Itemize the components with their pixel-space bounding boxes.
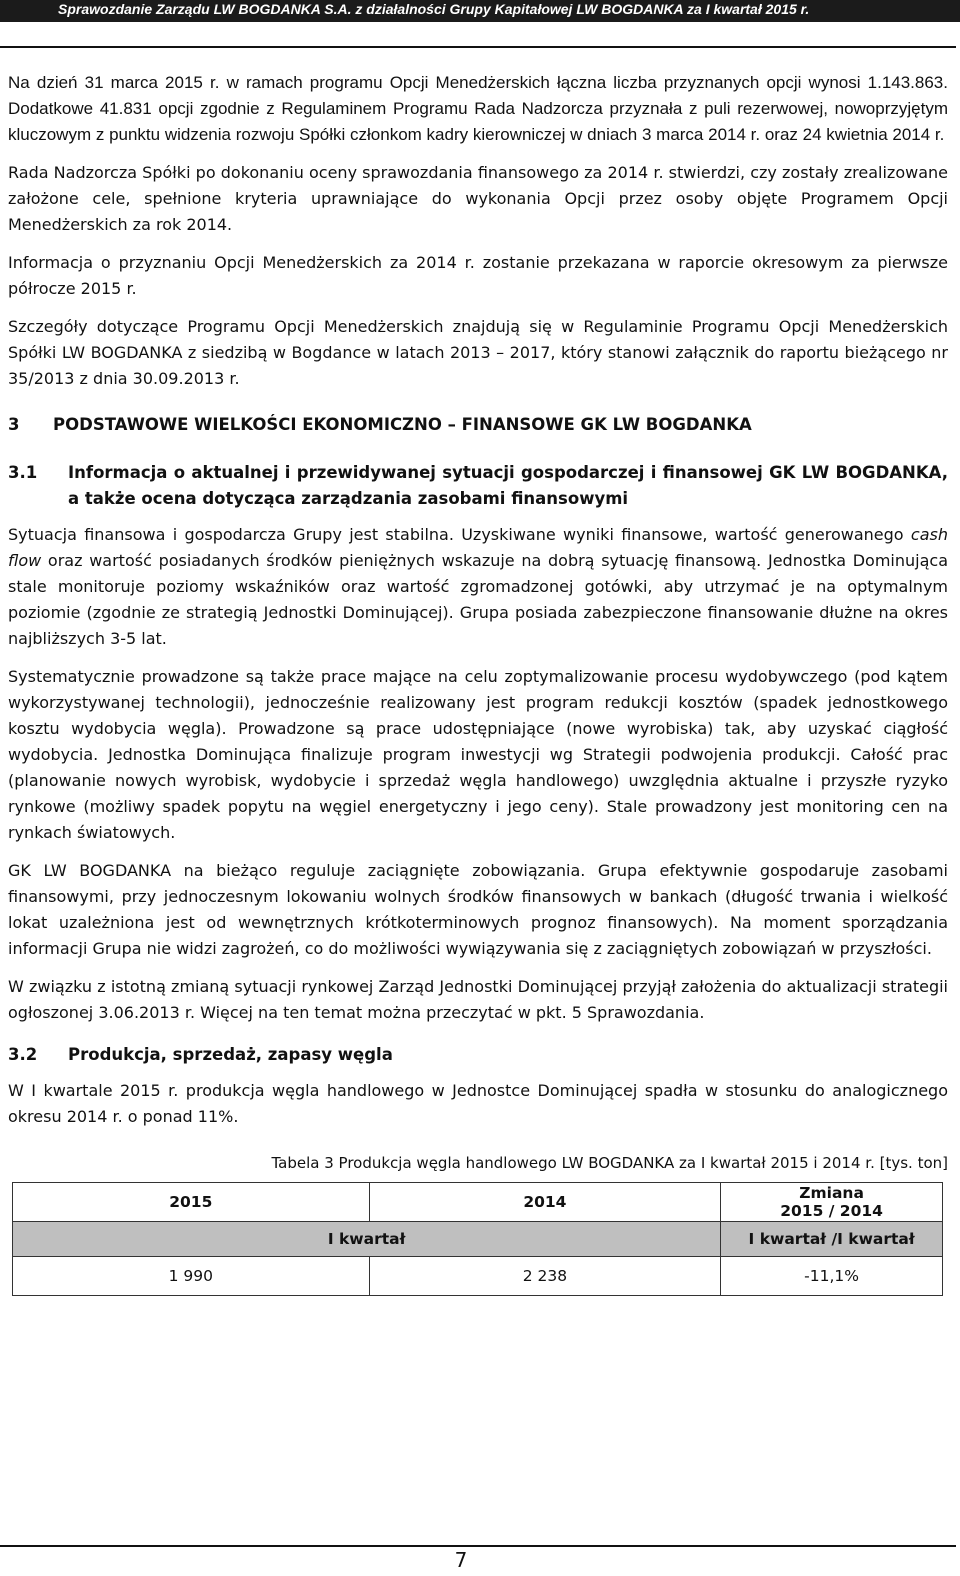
section-title: Produkcja, sprzedaż, zapasy węgla xyxy=(68,1045,393,1064)
page-header xyxy=(0,0,960,22)
production-table xyxy=(12,1182,943,1296)
section-heading-3-1 xyxy=(8,460,948,512)
page-number: 7 xyxy=(454,1548,468,1572)
header-cell-change xyxy=(721,1183,943,1222)
table-subheader-row xyxy=(13,1222,943,1257)
paragraph-options-count: Na dzień 31 marca 2015 r. w ramach programu Opcji Menedżerskich łączna liczba przyznanych opcji wynosi 1.143.863. Dodatkowe 41.831 opcji zgodnie z Regulaminem Programu Rada Nadzorcza przyznała z puli rezerwowej, nowoprzyjętym kluczowym z punktu widzenia rozwoju Spółki członkom kadry kierowniczej w dniach 3 marca 2014 r. oraz 24 kwietnia 2014 r. xyxy=(8,73,948,144)
section-number: 3.2 xyxy=(8,1045,38,1064)
section-number: 3 xyxy=(8,415,20,434)
header-cell-2014: 2014 xyxy=(369,1183,721,1222)
paragraph-text: Sytuacja finansowa i gospodarcza Grupy jest stabilna. Uzyskiwane wyniki finansowe, wartość generowanego xyxy=(8,525,904,544)
paragraph-strategy: W związku z istotną zmianą sytuacji rynkowej Zarząd Jednostki Dominującej przyjął założenia do aktualizacji strategii ogłoszonej 3.06.2013 r. Więcej na ten temat można przeczytać w pkt. 5 Sprawozdania. xyxy=(8,977,948,1022)
header-rule xyxy=(0,46,956,48)
paragraph-options-regulations: Szczegóły dotyczące Programu Opcji Menedżerskich znajdują się w Regulaminie Programu Opcji Menedżerskich Spółki LW BOGDANKA z siedzibą w Bogdance w latach 2013 – 2017, który stanowi załącznik do raportu bieżącego nr 35/2013 z dnia 30.09.2013 r. xyxy=(8,317,948,388)
paragraph-financial-situation xyxy=(8,522,948,652)
document-body xyxy=(8,70,948,1296)
paragraph-board-evaluation: Rada Nadzorcza Spółki po dokonaniu oceny sprawozdania finansowego za 2014 r. stwierdzi, czy zostały zrealizowane założone cele, spełnione kryteria uprawniające do wykonania Opcji przez osoby objęte Programem Opcji Menedżerskich za rok 2014. xyxy=(8,163,948,234)
section-heading-3-2 xyxy=(8,1042,948,1068)
section-title: Informacja o aktualnej i przewidywanej sytuacji gospodarczej i finansowej GK LW BOGDANKA, a także ocena dotycząca zarządzania zasobami finansowymi xyxy=(68,463,948,508)
section-title: PODSTAWOWE WIELKOŚCI EKONOMICZNO – FINANSOWE GK LW BOGDANKA xyxy=(53,415,752,434)
paragraph-text: oraz wartość posiadanych środków pieniężnych wskazuje na dobrą sytuację finansową. Jednostka Dominująca stale monitoruje poziomy wskaźników oraz wartość zgromadzonej gotówki, aby utrzymać je na optymalnym poziomie (zgodnie ze strategią Jednostki Dominującej). Grupa posiada zabezpieczone finansowanie dłużne na okres najbliższych 3-5 lat. xyxy=(8,551,948,648)
table-caption: Tabela 3 Produkcja węgla handlowego LW BOGDANKA za I kwartał 2015 i 2014 r. [tys. ton] xyxy=(271,1154,948,1172)
paragraph-production: W I kwartale 2015 r. produkcja węgla handlowego w Jednostce Dominującej spadła w stosunku do analogicznego okresu 2014 r. o ponad 11%. xyxy=(8,1081,948,1126)
paragraph-options-report: Informacja o przyznaniu Opcji Menedżerskich za 2014 r. zostanie przekazana w raporcie okresowym za pierwsze półrocze 2015 r. xyxy=(8,253,948,298)
change-label: Zmiana xyxy=(799,1184,864,1202)
table-header-row xyxy=(13,1183,943,1222)
value-change: -11,1% xyxy=(721,1257,943,1296)
section-number: 3.1 xyxy=(8,463,38,482)
subheader-change: I kwartał /I kwartał xyxy=(721,1222,943,1257)
subheader-quarter: I kwartał xyxy=(13,1222,721,1257)
value-2015: 1 990 xyxy=(13,1257,370,1296)
footer-rule xyxy=(0,1545,956,1547)
paragraph-liabilities: GK LW BOGDANKA na bieżąco reguluje zaciągnięte zobowiązania. Grupa efektywnie gospodaruje zasobami finansowymi, przy jednoczesnym lokowaniu wolnych środków finansowych w bankach (długość trwania i wielkość lokat uzależniona jest od wewnętrznych krótkoterminowych prognoz finansowych). Na moment sporządzania informacji Grupa nie widzi zagrożeń, co do możliwości wywiązywania się z zaciągniętych zobowiązań w przyszłości. xyxy=(8,861,948,958)
value-2014: 2 238 xyxy=(369,1257,721,1296)
table-row xyxy=(13,1257,943,1296)
header-title: Sprawozdanie Zarządu LW BOGDANKA S.A. z działalności Grupy Kapitałowej LW BOGDANKA za I kwartał 2015 r. xyxy=(58,1,810,17)
section-heading-3 xyxy=(8,412,948,438)
cash-flow-term: cash flow xyxy=(8,525,948,570)
change-years: 2015 / 2014 xyxy=(780,1202,883,1220)
paragraph-optimization: Systematycznie prowadzone są także prace mające na celu zoptymalizowanie procesu wydobywczego (pod kątem wykorzystywanej technologii), jednocześnie realizowany jest program redukcji kosztów (spadek jednostkowego kosztu wydobycia węgla). Prowadzone są prace udostępniające (nowe wyrobiska) tak, aby uzyskać ciągłość wydobycia. Jednostka Dominująca finalizuje program inwestycji wg Strategii podwojenia produkcji. Całość prac (planowanie nowych wyrobisk, wydobycie i sprzedaż węgla handlowego) uwzględnia aktualne i przyszłe ryzyko rynkowe (możliwy spadek popytu na węgiel energetyczny i jego ceny). Stale prowadzony jest monitoring cen na rynkach światowych. xyxy=(8,667,948,842)
header-cell-2015: 2015 xyxy=(13,1183,370,1222)
